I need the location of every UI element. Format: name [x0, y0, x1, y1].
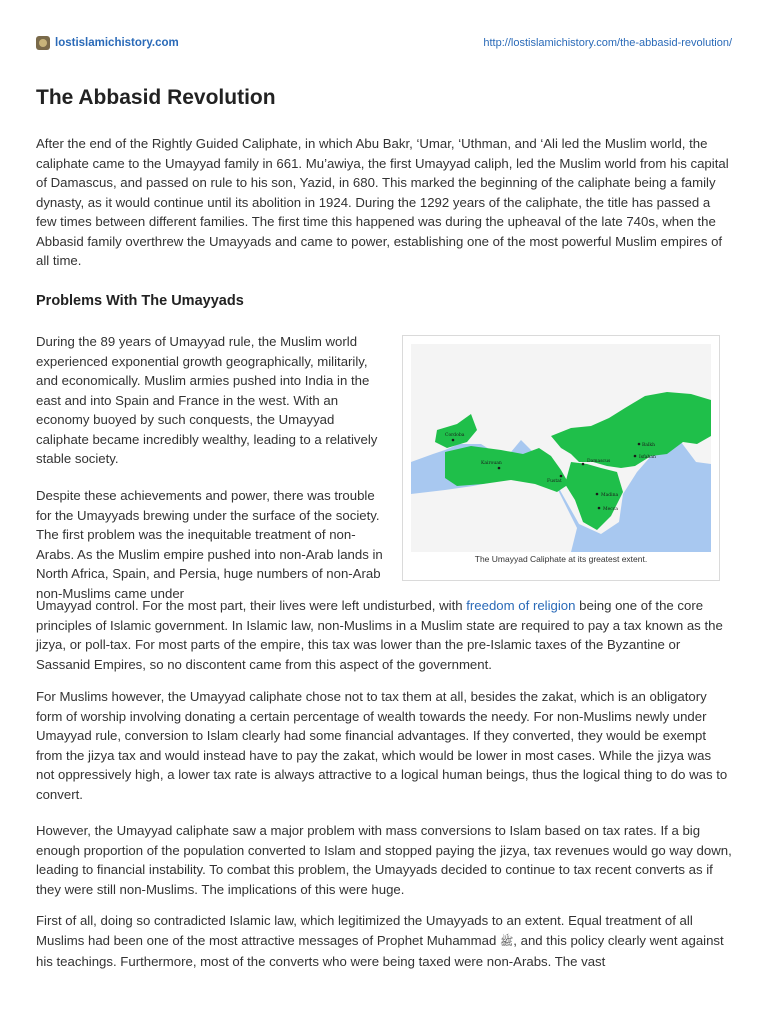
page-header: [36, 36, 732, 56]
freedom-of-religion-link[interactable]: freedom of religion: [466, 598, 576, 613]
site-logo-icon: [36, 36, 50, 50]
page-url[interactable]: http://lostislamichistory.com/the-abbasid-revolution/: [483, 37, 732, 49]
intro-paragraph: After the end of the Rightly Guided Caliphate, in which Abu Bakr, ‘Umar, ‘Uthman, and ‘Ali led the Muslim world, the caliphate came to the Umayyad family in 661. Mu’awiya, the first Umayyad caliph, led the Muslim world from his capital of Damascus, and passed on rule to his son, Yazid, in 680. This marked the beginning of the caliphate being a family dynasty, as it would continue until its abolition in 1924. During the 1292 years of the caliphate, the title has passed a few times between different families. The first time this happened was during the upheaval of the late 740s, when the Abbasid family overthrew the Umayyads and came to power, establishing one of the most powerful Muslim empires of all time.: [36, 136, 729, 268]
map-caption: The Umayyad Caliphate at its greatest extent.: [474, 554, 648, 564]
label-fustat: Fustat: [547, 479, 562, 484]
label-madina: Madina: [601, 493, 619, 498]
pbuh-glyph: ﷺ: [500, 935, 514, 948]
paragraph-trouble-continued: Umayyad control. For the most part, their lives were left undisturbed, with freedom of religion being one of the core principles of Islamic government. In Islamic law, non-Muslims in a Muslim state are required to pay a tax known as the jizya, or poll-tax. For most parts of the empire, this tax was lower than the pre-Islamic taxes of the Byzantine or Sassanid Empires, so no discontent came from this aspect of the government.: [36, 598, 723, 672]
paragraph-contradiction: First of all, doing so contradicted Islamic law, which legitimized the Umayyads to an extent. Equal treatment of all Muslims had been one of the most attractive messages of Prophet Muhammad ﷺ, and this policy clearly went against his teachings. Furthermore, most of the converts who were being taxed were non-Arabs. The vast: [36, 913, 724, 969]
label-isfahan: Isfahan: [639, 455, 656, 460]
site-name[interactable]: lostislamichistory.com: [55, 37, 179, 49]
label-balkh: Balkh: [642, 443, 656, 448]
paragraph-growth: During the 89 years of Umayyad rule, the Muslim world experienced exponential growth geographically, militarily, and economically. Muslim armies pushed into India in the east and into Spain and France in the west. With an economy buoyed by such conquests, the Umayyad caliphate became incredibly wealthy, leading to a relatively stable society.: [36, 334, 378, 466]
label-damascus: Damascus: [587, 459, 611, 464]
paragraph-conversions: However, the Umayyad caliphate saw a major problem with mass conversions to Islam based on tax rates. If a big enough proportion of the population converted to Islam and stopped paying the jizya, tax revenues would go way down, leading to financial instability. To combat this problem, the Umayyads decided to continue to tax recent converts as if they were still non-Muslims. The implications of this were huge.: [36, 823, 732, 897]
label-kairouan: Kairouan: [481, 461, 502, 466]
paragraph-muslim-tax: For Muslims however, the Umayyad caliphate chose not to tax them at all, besides the zakat, which is an obligatory form of worship involving donating a certain percentage of wealth towards the needy. For non-Muslims newly under Umayyad rule, conversion to Islam clearly had some financial advantages. If they converted, they would be exempt from the jizya tax and would instead have to pay the zakat, which would be lower in most cases. While the jizya was not oppressively high, a lower tax rate is always attractive to a logical human beings, thus the logical thing to do was to convert.: [36, 689, 728, 802]
page-title: The Abbasid Revolution: [36, 86, 276, 109]
label-mecca: Mecca: [603, 507, 618, 512]
section-heading: Problems With The Umayyads: [36, 293, 244, 309]
map-figure: [402, 335, 720, 581]
site-brand[interactable]: [36, 36, 179, 50]
paragraph-trouble: Despite these achievements and power, there was trouble for the Umayyads brewing under the surface of the society. The first problem was the inequitable treatment of non-Arabs. As the Muslim empire pushed into non-Arab lands in North Africa, Spain, and Persia, huge numbers of non-Arab non-Muslims came under: [36, 488, 383, 601]
umayyad-map: [411, 344, 711, 552]
label-cordoba: Cordoba: [445, 433, 465, 438]
